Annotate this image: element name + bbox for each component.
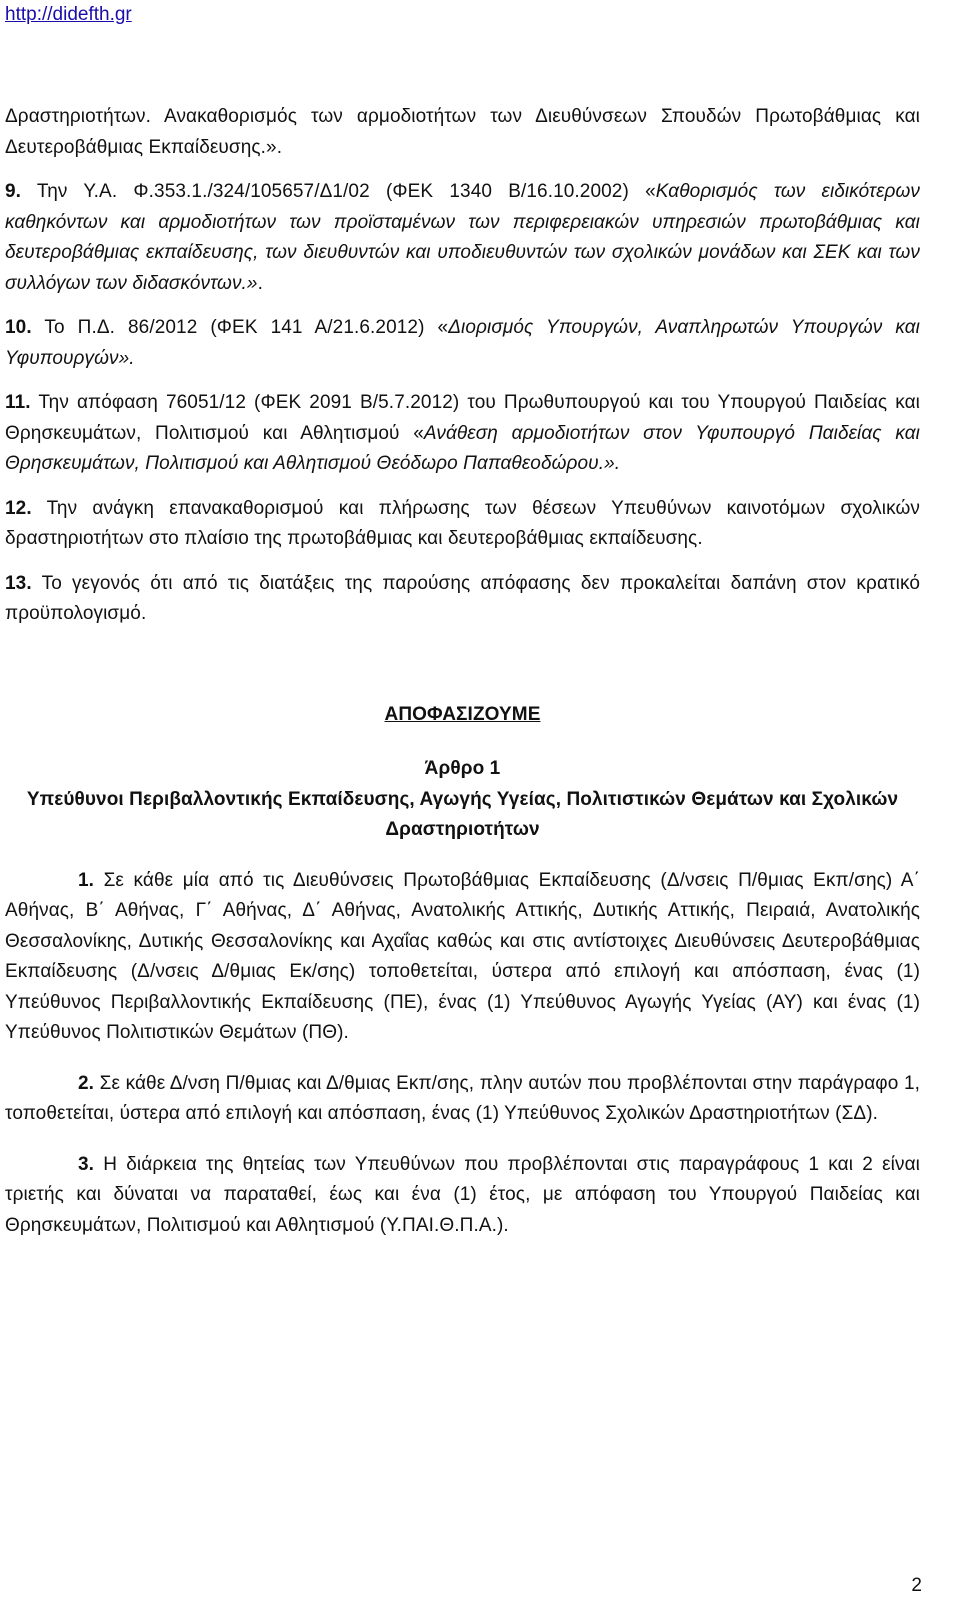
paragraph-9-number: 9. [5, 181, 22, 202]
article-paragraph-1-number: 1. [78, 869, 95, 891]
paragraph-13-text: Το γεγονός ότι από τις διατάξεις της παρούσης απόφασης δεν προκαλείται δαπάνη στον κρατικό προϋπολογισμό. [5, 572, 920, 624]
paragraph-12-text: Την ανάγκη επανακαθορισμού και πλήρωσης των θέσεων Υπευθύνων καινοτόμων σχολικών δραστηριοτήτων στο πλαίσιο της πρωτοβάθμιας και δευτεροβάθμιας εκπαίδευσης. [5, 497, 921, 549]
paragraph-intro: Δραστηριοτήτων. Ανακαθορισμός των αρμοδιοτήτων των Διευθύνσεων Σπουδών Πρωτοβάθμιας και Δευτεροβάθμιας Εκπαίδευσης.». [5, 106, 920, 158]
article-paragraph-1-text: Σε κάθε μία από τις Διευθύνσεις Πρωτοβάθμιας Εκπαίδευσης (Δ/νσεις Π/θμιας Εκπ/σης) Α΄ Αθήνας, Β΄ Αθήνας, Γ΄ Αθήνας, Δ΄ Αθήνας, Ανατολικής Αττικής, Δυτικής Αττικής, Πειραιά, Ανατολικής Θεσσαλονίκης, Δυτικής Θεσσαλονίκης και Αχαΐας καθώς και στις αντίστοιχες Διευθύνσεις Δευτεροβάθμιας Εκπαίδευσης (Δ/νσεις Δ/θμιας Εκ/σης) τοποθετείται, ύστερα από επιλογή και απόσπαση, ένας (1) Υπεύθυνος Περιβαλλοντικής Εκπαίδευσης (ΠΕ), ένας (1) Υπεύθυνος Αγωγής Υγείας (ΑΥ) και ένας (1) Υπεύθυνος Πολιτιστικών Θεμάτων (ΠΘ). [5, 869, 920, 1043]
article-paragraph-2 [5, 1069, 920, 1130]
paragraph-11 [5, 388, 920, 480]
decision-heading: ΑΠΟΦΑΣΙΖΟΥΜΕ [384, 703, 541, 725]
paragraph-9 [5, 177, 920, 299]
paragraph-9-end: . [257, 272, 263, 294]
page-number: 2 [911, 1575, 922, 1596]
article-heading: Άρθρο 1 [424, 758, 501, 779]
article-paragraph-3-text: Η διάρκεια της θητείας των Υπευθύνων που προβλέπονται στις παραγράφους 1 και 2 είναι τριετής και δύναται να παραταθεί, έως και ένα (1) έτος, με απόφαση του Υπουργού Παιδείας και Θρησκευμάτων, Πολιτισμού και Αθλητισμού (Υ.ΠΑΙ.Θ.Π.Α.). [5, 1153, 920, 1236]
paragraph-11-text: Την απόφαση 76051/12 (ΦΕΚ 2091 Β/5.7.2012) του Πρωθυπουργού και του Υπουργού Παιδείας και Θρησκευμάτων, Πολιτισμού και Αθλητισμού « [5, 392, 920, 444]
document-body [5, 102, 920, 1241]
paragraph-9-italic: Καθορισμός των ειδικότερων καθηκόντων και αρμοδιοτήτων των προϊσταμένων των περιφερειακών υπηρεσιών πρωτοβάθμιας και δευτεροβάθμιας εκπαίδευσης, των διευθυντών και υποδιευθυντών των σχολικών μονάδων και ΣΕΚ και των συλλόγων των διδασκόντων.» [5, 181, 921, 294]
paragraph-13-number: 13. [5, 572, 32, 594]
paragraph-11-number: 11. [5, 392, 31, 413]
article-paragraph-3-number: 3. [78, 1153, 95, 1175]
article-paragraph-1 [5, 866, 920, 1049]
paragraph-10-italic: Διορισμός Υπουργών, Αναπληρωτών Υπουργών και Υφυπουργών». [5, 317, 920, 369]
article-paragraph-2-number: 2. [78, 1072, 95, 1094]
paragraph-12-number: 12. [5, 497, 32, 519]
article-title: Υπεύθυνοι Περιβαλλοντικής Εκπαίδευσης, Αγωγής Υγείας, Πολιτιστικών Θεμάτων και Σχολικών Δραστηριοτήτων [26, 788, 899, 840]
site-link[interactable]: http://didefth.gr [5, 4, 132, 25]
paragraph-13 [5, 569, 920, 630]
paragraph-10-number: 10. [5, 317, 32, 338]
article-paragraph-3 [5, 1150, 920, 1242]
paragraph-9-text: Την Υ.Α. Φ.353.1./324/105657/Δ1/02 (ΦΕΚ 1340 Β/16.10.2002) « [36, 181, 656, 202]
paragraph-11-italic: Ανάθεση αρμοδιοτήτων στον Υφυπουργό Παιδείας και Θρησκευμάτων, Πολιτισμού και Αθλητισμού Θεόδωρο Παπαθεοδώρου.». [5, 422, 920, 474]
paragraph-12 [5, 494, 920, 555]
paragraph-10 [5, 313, 920, 374]
article-paragraph-2-text: Σε κάθε Δ/νση Π/θμιας και Δ/θμιας Εκπ/σης, πλην αυτών που προβλέπονται στην παράγραφο 1, τοποθετείται, ύστερα από επιλογή και απόσπαση, ένας (1) Υπεύθυνος Σχολικών Δραστηριοτήτων (ΣΔ). [5, 1072, 920, 1124]
paragraph-10-text: Το Π.Δ. 86/2012 (ΦΕΚ 141 Α/21.6.2012) « [44, 317, 449, 338]
